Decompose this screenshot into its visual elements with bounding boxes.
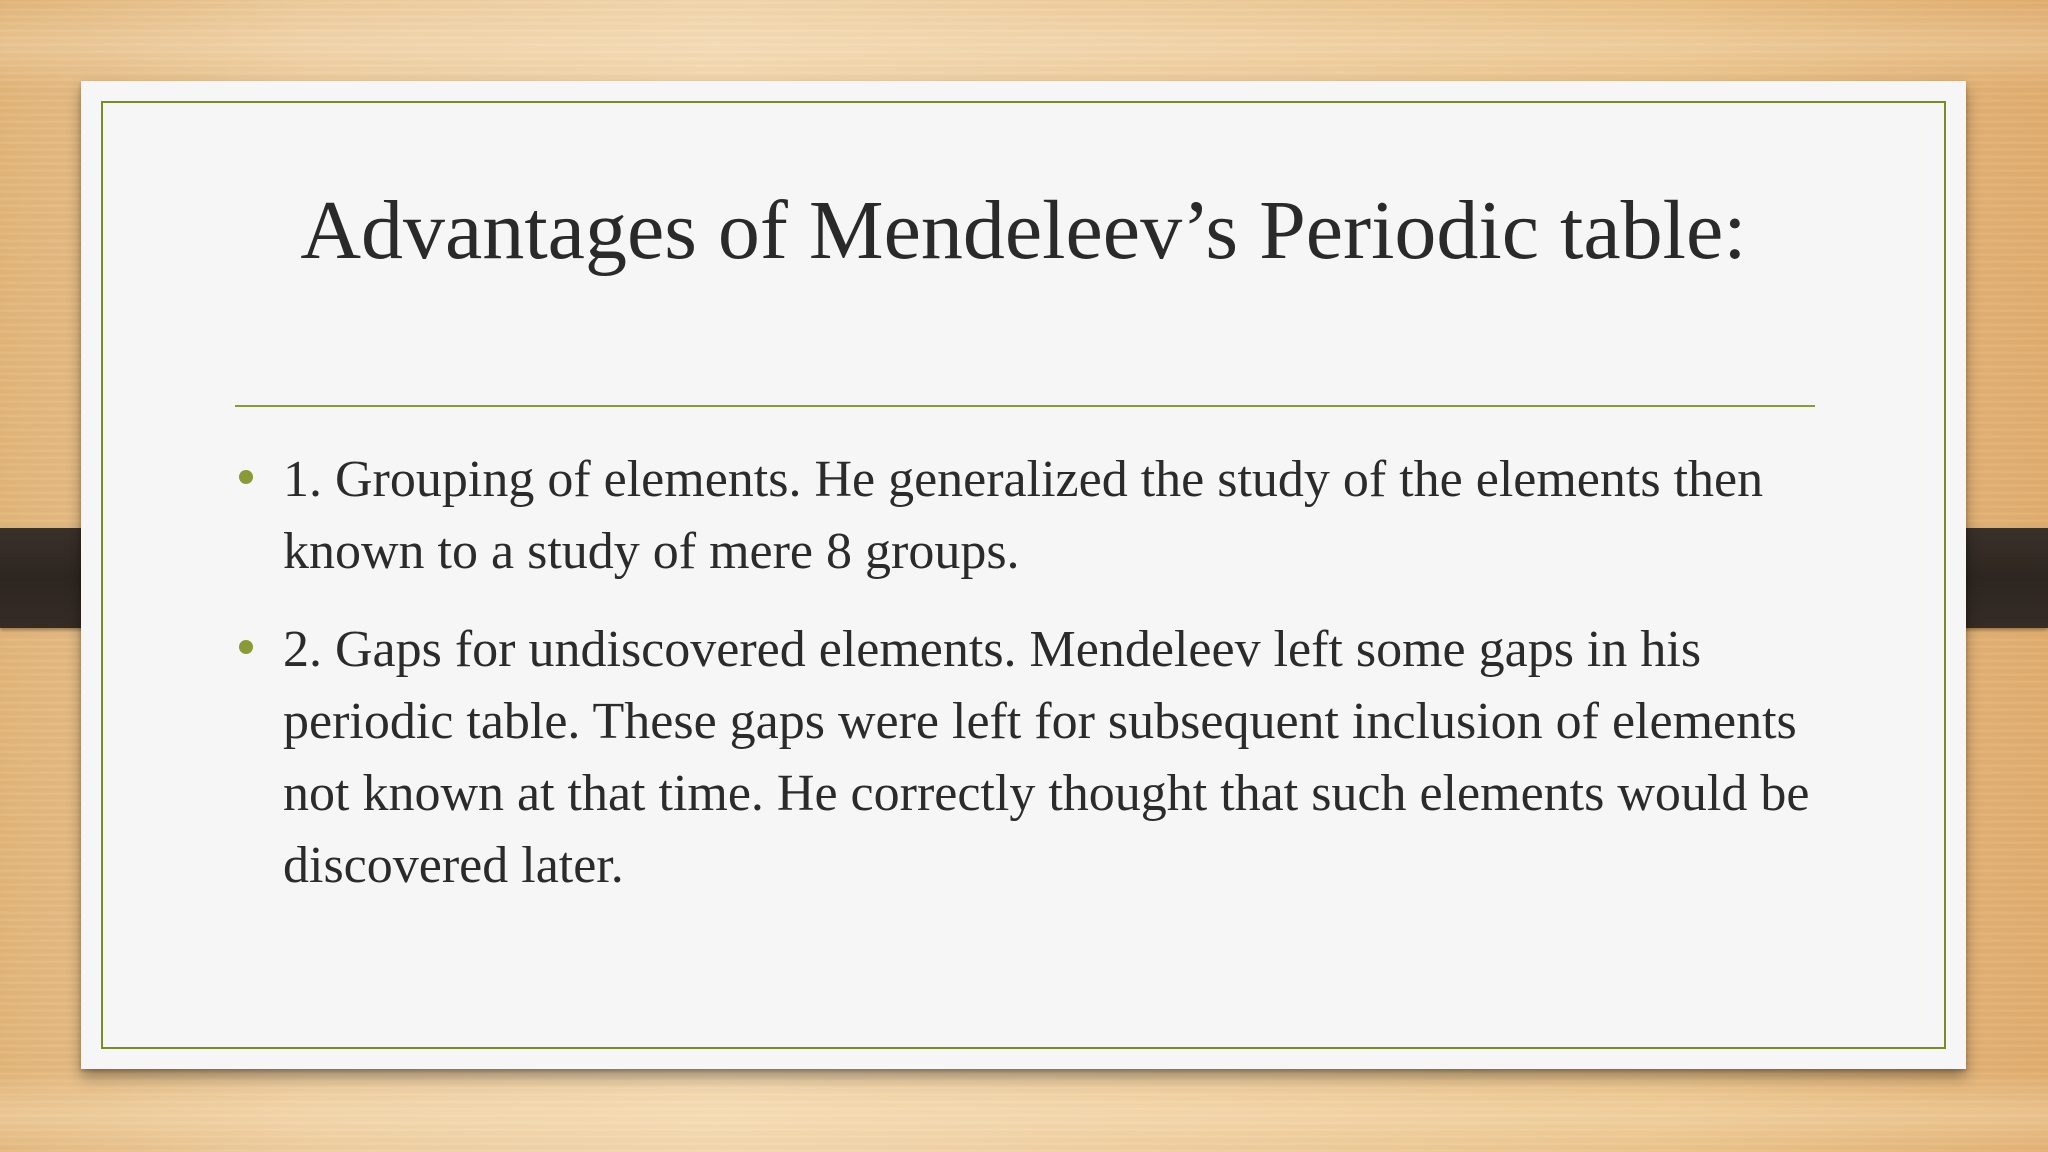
bullet-text: 2. Gaps for undiscovered elements. Mendeleev left some gaps in his periodic table. These gaps were left for subsequent inclusion of elements not known at that time. He correctly thought that such elements would be discovered later. [283,621,1810,894]
wood-background-highlight-bottom [0,1070,2048,1152]
slide-title: Advantages of Mendeleev’s Periodic table: [300,184,1747,277]
wood-background-highlight-top [0,0,2048,90]
bullet-list [235,444,1835,928]
bullet-text: 1. Grouping of elements. He generalized the study of the elements then known to a study of mere 8 groups. [283,451,1764,580]
bullet-dot-icon [239,640,253,654]
bullet-dot-icon [239,470,253,484]
bullet-item-grouping [235,444,1835,588]
bullet-item-gaps [235,614,1835,902]
title-divider [235,405,1815,407]
slide-card [81,81,1966,1069]
